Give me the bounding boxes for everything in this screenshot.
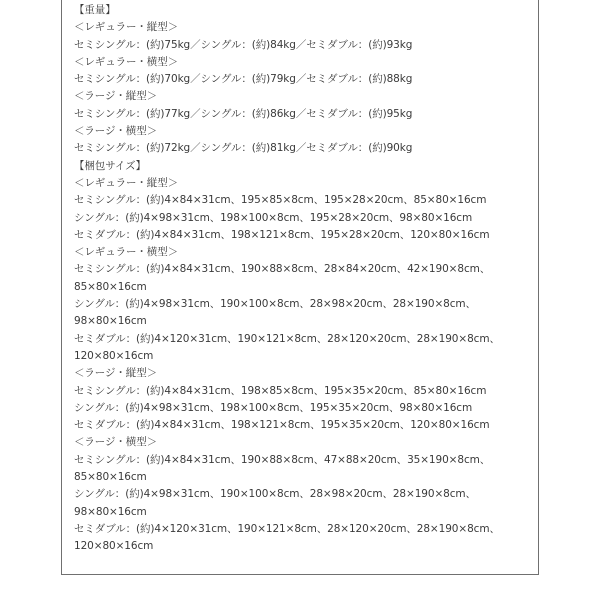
package-line: セミダブル：(約)4×120×31cm、190×121×8cm、28×120×20cm、28×190×8cm、 [74,332,500,345]
weight-subheading-regular-vertical: ＜レギュラー・縦型＞ [74,21,178,34]
package-line: シングル：(約)4×98×31cm、198×100×8cm、195×28×20cm、98×80×16cm [74,211,473,224]
weight-line: セミシングル：(約)75kg／シングル：(約)84kg／セミダブル：(約)93kg [74,38,413,51]
package-line: セミシングル：(約)4×84×31cm、190×88×8cm、28×84×20cm、42×190×8cm、 [74,263,491,276]
package-subheading-large-vertical: ＜ラージ・縦型＞ [74,367,157,380]
package-size-heading: 【梱包サイズ】 [74,159,146,172]
weight-heading: 【重量】 [74,4,116,16]
weight-line: セミシングル：(約)77kg／シングル：(約)86kg／セミダブル：(約)95kg [74,107,413,120]
package-line-continued: 85×80×16cm [74,280,147,293]
package-line-continued: 120×80×16cm [74,540,154,553]
package-subheading-regular-vertical: ＜レギュラー・縦型＞ [74,176,178,189]
spec-text [74,2,536,556]
weight-line: セミシングル：(約)70kg／シングル：(約)79kg／セミダブル：(約)88kg [74,73,413,86]
package-line-continued: 85×80×16cm [74,471,147,484]
package-line: セミダブル：(約)4×120×31cm、190×121×8cm、28×120×20cm、28×190×8cm、 [74,522,500,535]
package-line: セミダブル：(約)4×84×31cm、198×121×8cm、195×28×20cm、120×80×16cm [74,228,490,241]
package-subheading-large-horizontal: ＜ラージ・横型＞ [74,436,157,449]
weight-line: セミシングル：(約)72kg／シングル：(約)81kg／セミダブル：(約)90kg [74,142,413,155]
weight-subheading-large-horizontal: ＜ラージ・横型＞ [74,125,157,138]
package-line: セミダブル：(約)4×84×31cm、198×121×8cm、195×35×20cm、120×80×16cm [74,419,490,432]
package-line: セミシングル：(約)4×84×31cm、190×88×8cm、47×88×20cm、35×190×8cm、 [74,453,491,466]
package-line-continued: 98×80×16cm [74,505,147,518]
package-subheading-regular-horizontal: ＜レギュラー・横型＞ [74,246,178,259]
package-line-continued: 120×80×16cm [74,349,154,362]
weight-subheading-large-vertical: ＜ラージ・縦型＞ [74,90,157,103]
package-line: セミシングル：(約)4×84×31cm、198×85×8cm、195×35×20cm、85×80×16cm [74,384,487,397]
package-line: シングル：(約)4×98×31cm、198×100×8cm、195×35×20cm、98×80×16cm [74,401,473,414]
package-line: セミシングル：(約)4×84×31cm、195×85×8cm、195×28×20cm、85×80×16cm [74,194,487,207]
package-line: シングル：(約)4×98×31cm、190×100×8cm、28×98×20cm、28×190×8cm、 [74,488,476,501]
weight-subheading-regular-horizontal: ＜レギュラー・横型＞ [74,55,178,68]
package-line: シングル：(約)4×98×31cm、190×100×8cm、28×98×20cm、28×190×8cm、 [74,298,476,311]
package-line-continued: 98×80×16cm [74,315,147,328]
